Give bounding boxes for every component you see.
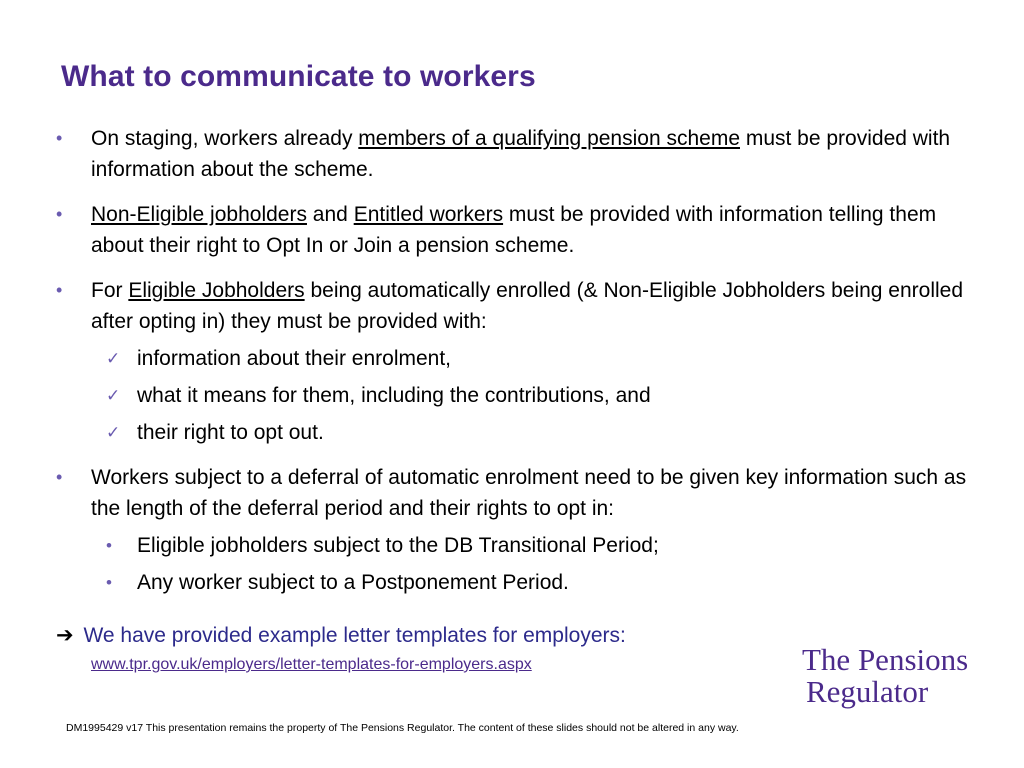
bullet-item <box>56 462 976 598</box>
checklist-text: their right to opt out. <box>137 421 324 444</box>
sub-bullet-text: Eligible jobholders subject to the DB Transitional Period; <box>137 534 659 557</box>
bullet-text: must be provided with information about the scheme. <box>91 127 951 181</box>
checklist-text: information about their enrolment, <box>137 347 452 370</box>
bullet-item <box>56 199 976 261</box>
checklist-text: what it means for them, including the contributions, and <box>137 384 651 407</box>
bullet-text: Workers subject to a deferral of automatic enrolment need to be given key information such as the length of the deferral period and their rights to opt in: <box>91 466 967 520</box>
checklist-item <box>91 343 976 374</box>
callout-text: We have provided example letter templates for employers: <box>83 624 626 647</box>
qualifying-scheme-link[interactable]: members of a qualifying pension scheme <box>358 127 740 150</box>
sub-bullet-text: Any worker subject to a Postponement Period. <box>137 571 569 594</box>
logo-line: Regulator <box>806 674 929 709</box>
check-icon: ✓ <box>106 423 121 442</box>
bullet-icon: • <box>56 280 63 300</box>
bullet-item <box>56 123 976 185</box>
check-icon: ✓ <box>106 386 121 405</box>
checklist-item <box>91 380 976 411</box>
bullet-icon: • <box>106 536 112 555</box>
arrow-right-icon: ➔ <box>56 624 74 647</box>
sub-bullet-item <box>91 530 976 561</box>
bullet-icon: • <box>56 204 63 224</box>
checklist-item <box>91 417 976 448</box>
bullet-item <box>56 275 976 448</box>
checklist <box>91 343 976 448</box>
bullet-text: must be provided with information telling them about their right to Opt In or Join a pension scheme. <box>91 203 937 257</box>
callout <box>56 623 626 648</box>
footer-disclaimer: DM1995429 v17 This presentation remains the property of The Pensions Regulator. The content of these slides should not be altered in any way. <box>66 722 739 734</box>
bullet-icon: • <box>56 128 63 148</box>
bullet-text: For <box>91 279 129 302</box>
bullet-text: On staging, workers already <box>91 127 359 150</box>
pensions-regulator-logo <box>802 644 968 708</box>
letter-templates-link[interactable]: www.tpr.gov.uk/employers/letter-templates-for-employers.aspx <box>91 656 532 673</box>
bullet-icon: • <box>106 573 112 592</box>
logo-line: The Pensions <box>802 642 969 677</box>
sub-bullet-list <box>91 530 976 598</box>
entitled-workers-link[interactable]: Entitled workers <box>353 203 504 226</box>
bullet-text: being automatically enrolled (& Non-Eligible Jobholders being enrolled after opting in) they must be provided with: <box>91 279 964 333</box>
bullet-text: and <box>306 203 354 226</box>
check-icon: ✓ <box>106 349 121 368</box>
slide-body <box>56 123 976 612</box>
sub-bullet-item <box>91 567 976 598</box>
slide-title: What to communicate to workers <box>61 60 536 93</box>
bullet-icon: • <box>56 467 63 487</box>
eligible-jobholders-link[interactable]: Eligible Jobholders <box>128 279 305 302</box>
non-eligible-jobholders-link[interactable]: Non-Eligible jobholders <box>91 203 307 226</box>
